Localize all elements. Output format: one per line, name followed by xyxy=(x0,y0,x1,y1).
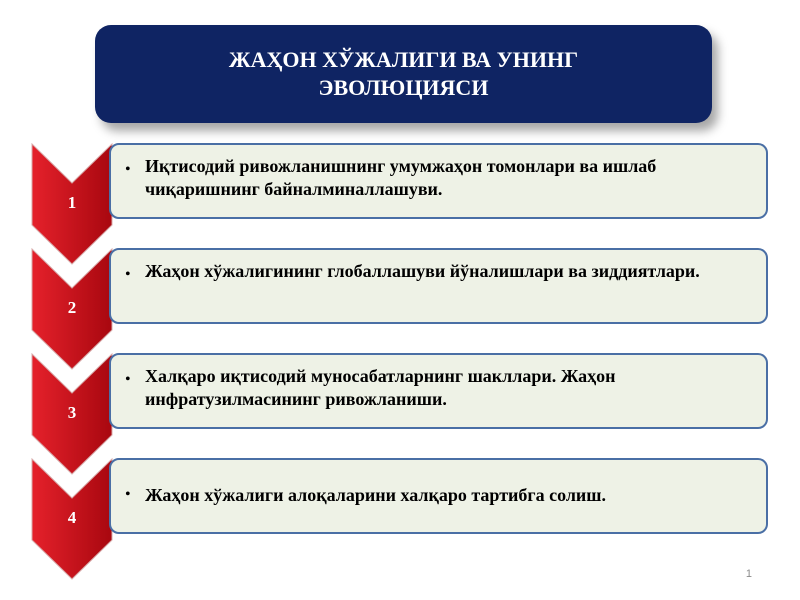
item-text: Халқаро иқтисодий муносабатларнинг шакллари. Жаҳон инфратузилмасининг ривожланиши. xyxy=(145,366,616,409)
list-item xyxy=(109,458,768,534)
bullet-icon: • xyxy=(125,161,131,178)
item-text: Жаҳон хўжалигининг глобаллашуви йўналишлари ва зиддиятлари. xyxy=(145,261,700,281)
page-number: 1 xyxy=(745,568,752,580)
chevron-marker-4 xyxy=(31,458,113,581)
title-banner xyxy=(95,25,712,123)
item-text: Жаҳон хўжалиги алоқаларини халқаро тартибга солиш. xyxy=(145,485,606,505)
list-item xyxy=(109,353,768,429)
item-text: Иқтисодий ривожланишнинг умумжаҳон томонлари ва ишлаб чиқаришнинг байналминаллашуви. xyxy=(145,156,657,199)
bullet-icon: • xyxy=(125,266,131,283)
item-number: 4 xyxy=(67,508,77,527)
bullet-icon: • xyxy=(125,371,131,388)
item-number: 2 xyxy=(67,298,77,317)
item-number: 3 xyxy=(67,403,77,422)
bullet-icon: • xyxy=(125,486,131,503)
item-number: 1 xyxy=(67,193,77,212)
slide-title: ЖАҲОН ХЎЖАЛИГИ ВА УНИНГ ЭВОЛЮЦИЯСИ xyxy=(228,47,579,100)
list-item xyxy=(109,248,768,324)
list-item xyxy=(109,143,768,219)
